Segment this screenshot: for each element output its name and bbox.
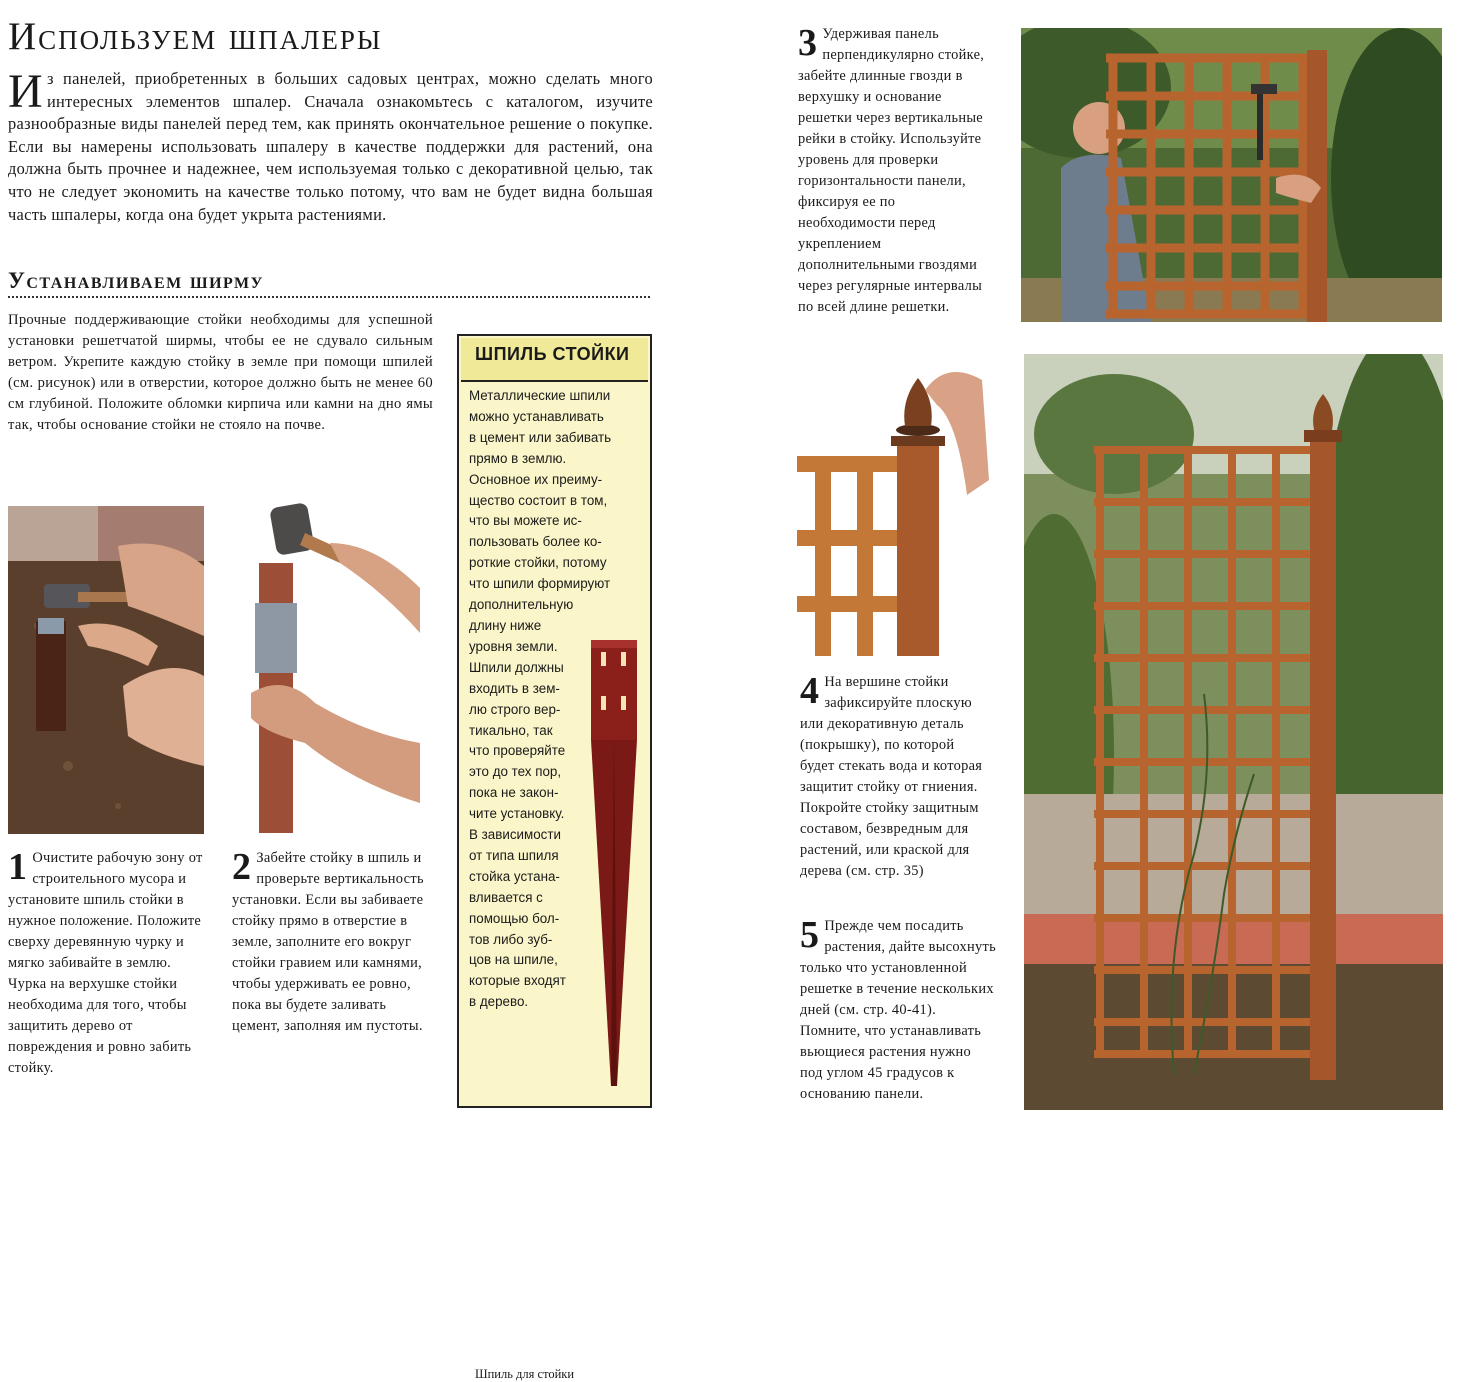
body-paragraph: Прочные поддерживающие стойки необходимы для успешной установки решетчатой ширмы, чтобы ее не сдувало сильным ветром. Укрепите каждую стойку в земле при помощи шпилей (см. рисунок) или в отверстии, которое должно быть не менее 60 см глубиной. Положите обломки кирпича или камни на дно ямы так, чтобы основание стойки не стояло на почве.	[8, 312, 433, 433]
photo-step-2	[245, 503, 420, 833]
sidebar-post-spike	[457, 334, 652, 1381]
sidebar-title: ШПИЛЬ СТОЙКИ	[475, 344, 630, 364]
step-number: 5	[800, 914, 820, 956]
step-number: 3	[798, 22, 818, 64]
dotted-divider	[8, 296, 650, 298]
intro-paragraph	[8, 65, 653, 226]
step-number: 2	[232, 846, 252, 888]
step-text: Забейте стойку в шпиль и проверьте вертикальность установки. Если вы забиваете стойку прямо в отверстие в земле, заполните его вокруг стойки гравием или камнями, чтобы удерживать ее ровно, пока вы будете заливать цемент, заполняя им пустоты.	[232, 850, 424, 1034]
step-text: На вершине стойки зафиксируйте плоскую или декоративную деталь (покрышку), по которой будет стекать вода и которая защитит стойку от гниения. Покройте стойку защитным составом, безвредным для растений, или краской для дерева (см. стр. 35)	[800, 674, 983, 879]
intro-text: з панелей, приобретенных в больших садовых центрах, можно сделать много интересных элементов шпалер. Сначала ознакомьтесь с каталогом, изучите разнообразные виды панелей перед тем, как принять окончательное решение о покупке. Если вы намерены использовать шпалеру в качестве поддержки для растений, она должна быть прочнее и надежнее, чем используемая только с декоративной целью, так что не следует экономить на качестве только потому, что вам не будет видна большая часть шпалеры, когда она будет укрыта растениями.	[8, 69, 653, 224]
sidebar-text: Металлические шпили можно устанавливать в цемент или забивать прямо в землю. Основное их преиму- щество состоит в том, что вы можете ис- пользовать более ко- роткие стойки, потому что шпили формируют дополнительную длину ниже уровня земли. Шпили должны входить в зем- лю строго вер- тикально, так что проверяйте это до тех пор, пока не закон- чите установку. В зависимости от типа шпиля стойка устана- вливается с помощью бол- тов либо зуб- цов на шпиле, которые входят в дерево.	[469, 388, 612, 1010]
sidebar-header	[461, 338, 648, 382]
step-1	[8, 848, 204, 1079]
photo-step-1	[8, 506, 204, 834]
step-3	[798, 24, 993, 318]
photo-step-5	[1024, 354, 1443, 1110]
spike-illustration	[587, 636, 643, 1096]
page-title: Используем шпалеры	[8, 15, 383, 58]
section-subtitle: Устанавливаем ширму	[8, 268, 264, 293]
step-5	[800, 916, 996, 1105]
step-2	[232, 848, 428, 1037]
step-4	[800, 672, 992, 882]
dropcap: И	[8, 65, 43, 118]
photo-step-3	[1021, 28, 1442, 322]
step-number: 1	[8, 846, 28, 888]
step-text: Очистите рабочую зону от строительного мусора и установите шпиль стойки в нужное положение. Положите сверху деревянную чурку и мягко забивайте в землю. Чурка на верхушке стойки необходима для того, чтобы защитить дерево от повреждения и ровно забить стойку.	[8, 850, 203, 1076]
spike-caption: Шпиль для стойки	[475, 1367, 575, 1381]
step-text: Прежде чем посадить растения, дайте высохнуть только что установленной решетке в течение нескольких дней (см. стр. 40-41). Помните, что устанавливать вьющиеся растения нужно под углом 45 градусов к основанию панели.	[800, 918, 996, 1102]
step-number: 4	[800, 670, 820, 712]
step-text: Удерживая панель перпендикулярно стойке, забейте длинные гвозди в верхушку и основание решетки через вертикальные рейки в стойку. Используйте уровень для проверки горизонтальности панели, фиксируя ее по необходимости перед укреплением дополнительными гвоздями через регулярные интервалы по всей длине решетки.	[798, 26, 985, 315]
photo-step-4	[797, 360, 989, 656]
